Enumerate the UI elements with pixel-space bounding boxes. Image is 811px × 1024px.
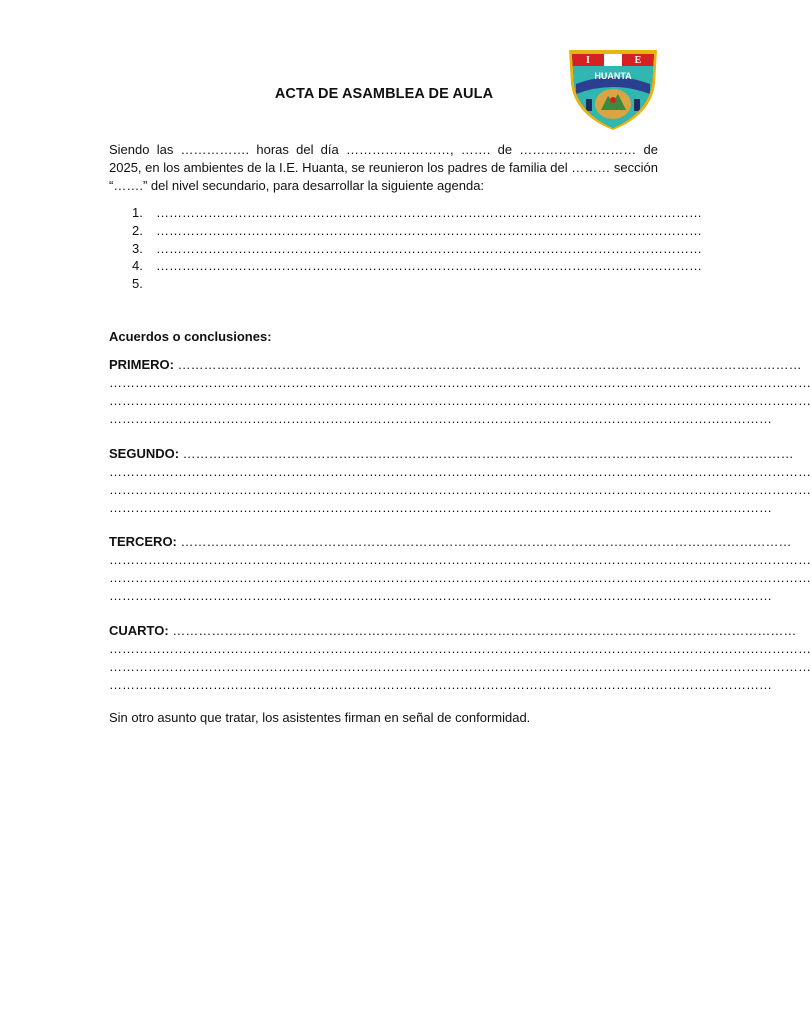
agenda-item-number: 5. — [132, 276, 143, 292]
clause-line: ……………………………………………………………………………………………………………………………………………… — [109, 659, 811, 674]
clause-line: ……………………………………………………………………………………………………………………………………… — [109, 588, 772, 603]
agenda-item-number: 1. — [132, 205, 143, 220]
clause-line: ……………………………………………………………………………………………………………………………………………… — [109, 641, 811, 656]
agenda-item — [109, 275, 658, 293]
crest-banner-text: HUANTA — [594, 71, 632, 81]
agreements-heading: Acuerdos o conclusiones: — [109, 329, 272, 344]
clause-line: ……………………………………………………………………………………………………………………………………………… — [109, 464, 811, 479]
agenda-item — [109, 222, 702, 240]
clause-label: PRIMERO: — [109, 357, 174, 372]
agenda-item-number: 2. — [132, 222, 143, 238]
clause-label: CUARTO: — [109, 623, 169, 638]
agenda-item-number: 3. — [132, 240, 143, 256]
clause-tercero — [109, 533, 811, 605]
intro-paragraph: Siendo las ……………. horas del día ……………………, ……. de ……………………… de 2025, en los ambientes de la I.E. Huanta, se reunieron los padres de familia del ……… sección “…….” del nivel secundario, para desarrollar la siguiente agenda: — [109, 142, 658, 193]
agenda-item-text: ……………………………………………………………………………………………………………… — [156, 240, 702, 256]
agenda-item — [109, 204, 702, 222]
clause-line: ……………………………………………………………………………………………………………………………………………… — [109, 482, 811, 497]
clause-primero — [109, 356, 811, 428]
agenda-item-text: ……………………………………………………………………………………………………………… — [156, 258, 702, 274]
agenda-item — [109, 240, 702, 258]
clause-line: ……………………………………………………………………………………………………………………………………… — [109, 677, 772, 692]
document-title: ACTA DE ASAMBLEA DE AULA — [274, 86, 494, 102]
clause-cuarto — [109, 622, 811, 694]
closing-sentence: Sin otro asunto que tratar, los asistentes firman en señal de conformidad. — [109, 710, 531, 725]
clause-first-line: ……………………………………………………………………………………………………………………………… — [168, 623, 797, 638]
clause-line: ……………………………………………………………………………………………………………………………………………… — [109, 570, 811, 585]
agenda-item — [109, 257, 702, 275]
clause-first-line: ……………………………………………………………………………………………………………………………… — [174, 357, 802, 372]
clause-line: ……………………………………………………………………………………………………………………………………………… — [109, 552, 811, 567]
clause-segundo — [109, 445, 811, 517]
clause-label: SEGUNDO: — [109, 446, 180, 461]
clause-line: ……………………………………………………………………………………………………………………………………………… — [109, 375, 811, 390]
agenda-item-text: ……………………………………………………………………………………………………………… — [156, 222, 702, 238]
agenda-item-text: ……………………………………………………………………………………………………………… — [156, 205, 702, 220]
clause-first-line: …………………………………………………………………………………………………………………………… — [176, 534, 792, 549]
agenda-list — [109, 204, 702, 293]
clause-first-line: …………………………………………………………………………………………………………………………… — [179, 446, 794, 461]
clause-label: TERCERO: — [109, 534, 177, 549]
clause-line: ……………………………………………………………………………………………………………………………………… — [109, 411, 772, 426]
crest-letter-left: I — [586, 55, 590, 66]
agenda-item-number: 4. — [132, 258, 143, 274]
clause-line: ……………………………………………………………………………………………………………………………………… — [109, 500, 772, 515]
clause-line: ……………………………………………………………………………………………………………………………………………… — [109, 393, 811, 408]
crest-letter-right: E — [634, 55, 642, 66]
